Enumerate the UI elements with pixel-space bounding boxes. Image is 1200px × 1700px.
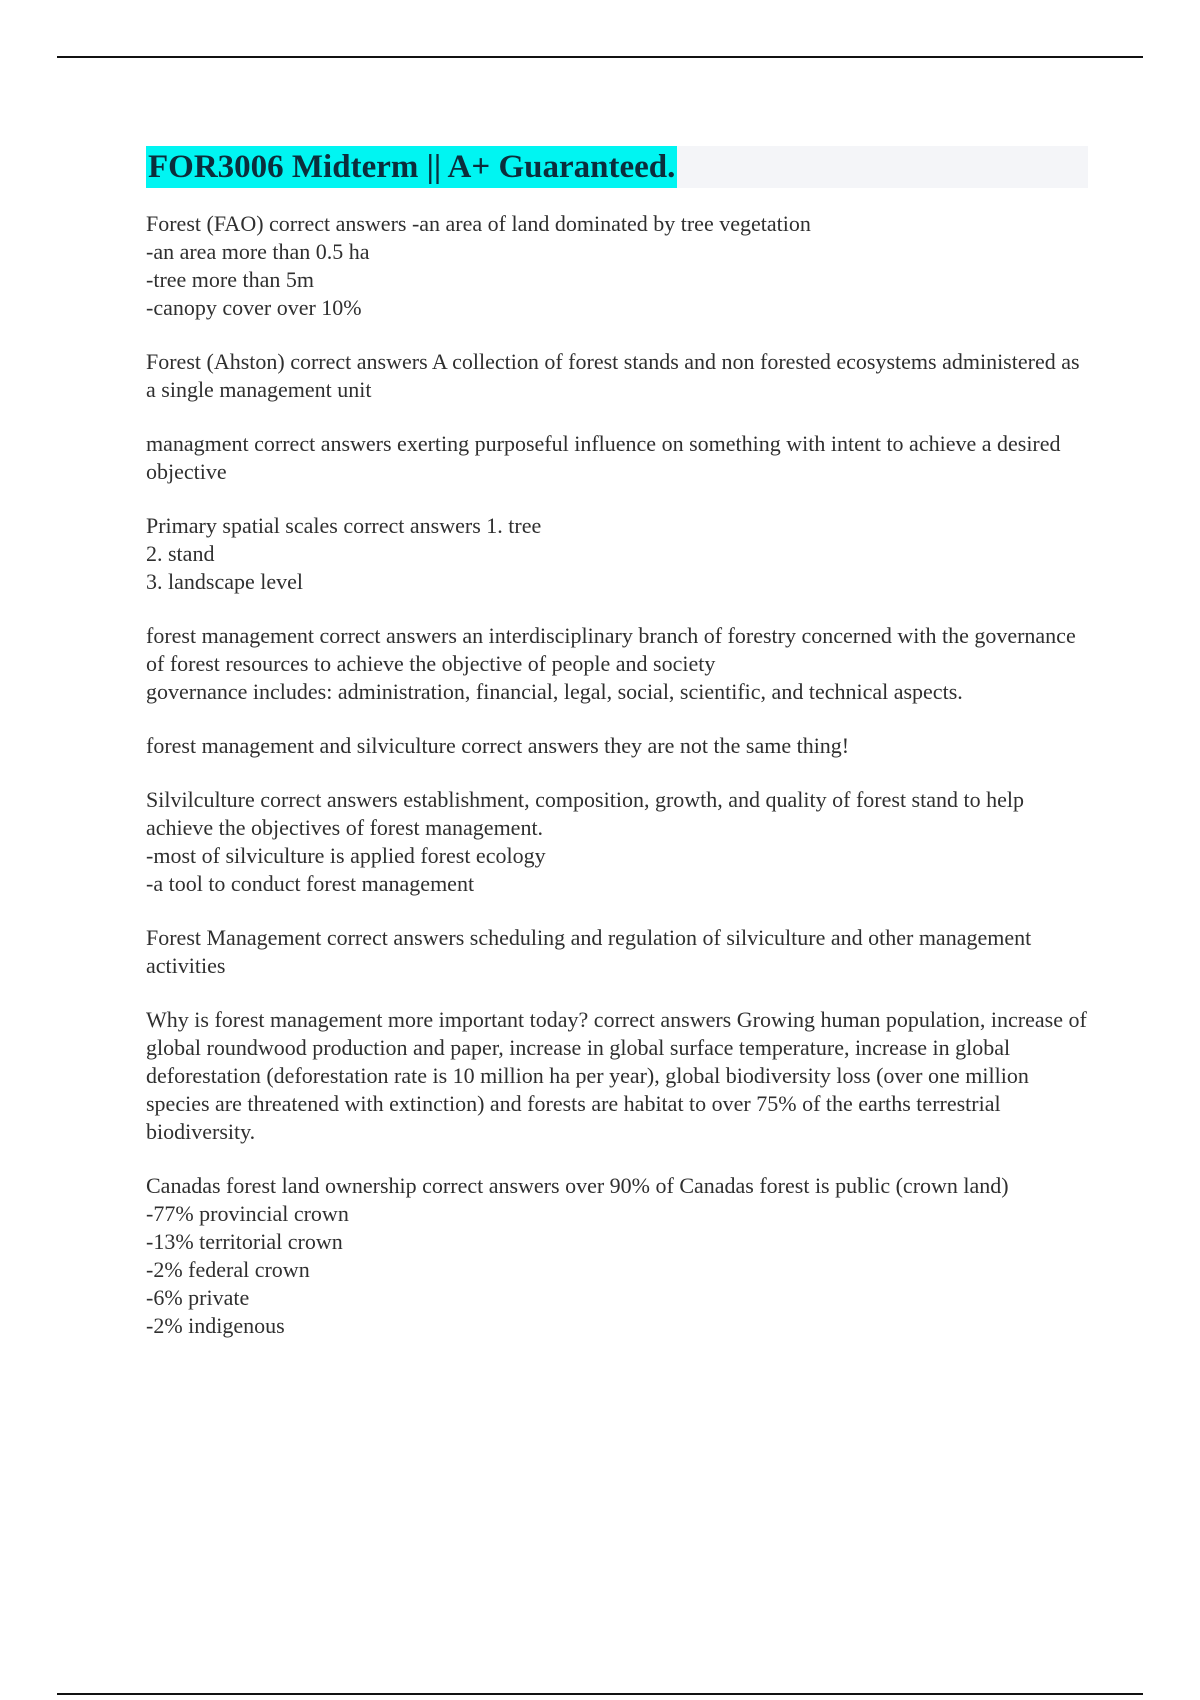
flashcard-managment: [146, 430, 1088, 486]
flashcard-forest-management: [146, 622, 1088, 706]
flashcard-primary-spatial-scales: [146, 512, 1088, 596]
flashcard-silvilculture: [146, 786, 1088, 898]
card-line: 3. landscape level: [146, 569, 303, 594]
card-line: Forest (FAO) correct answers -an area of land dominated by tree vegetation: [146, 211, 811, 236]
flashcard-forest-fao: [146, 210, 1088, 322]
card-line: -6% private: [146, 1285, 250, 1310]
card-line: forest management and silviculture correct answers they are not the same thing!: [146, 733, 850, 758]
card-line: -2% indigenous: [146, 1313, 285, 1338]
card-line: -tree more than 5m: [146, 267, 314, 292]
card-line: -77% provincial crown: [146, 1201, 349, 1226]
flashcard-forest-management-scheduling: [146, 924, 1088, 980]
flashcard-why-important-today: [146, 1006, 1088, 1146]
card-line: Canadas forest land ownership correct answers over 90% of Canadas forest is public (crown land): [146, 1173, 1009, 1198]
card-line: -canopy cover over 10%: [146, 295, 362, 320]
card-line: forest management correct answers an interdisciplinary branch of forestry concerned with the governance of forest resources to achieve the objective of people and society: [146, 623, 1076, 676]
top-rule: [57, 56, 1143, 58]
document-body: [146, 146, 1088, 1366]
card-line: governance includes: administration, financial, legal, social, scientific, and technical aspects.: [146, 679, 963, 704]
title-band: [146, 146, 1088, 188]
card-line: -2% federal crown: [146, 1257, 310, 1282]
flashcard-forest-ahston: [146, 348, 1088, 404]
card-line: -an area more than 0.5 ha: [146, 239, 370, 264]
card-line: Forest Management correct answers scheduling and regulation of silviculture and other management activities: [146, 925, 1032, 978]
card-line: -13% territorial crown: [146, 1229, 343, 1254]
card-line: Forest (Ahston) correct answers A collection of forest stands and non forested ecosystems administered as a single management unit: [146, 349, 1080, 402]
card-line: Silvilculture correct answers establishment, composition, growth, and quality of forest stand to help achieve the objectives of forest management.: [146, 787, 1024, 840]
card-line: managment correct answers exerting purposeful influence on something with intent to achieve a desired objective: [146, 431, 1061, 484]
card-line: -a tool to conduct forest management: [146, 871, 475, 896]
card-line: 2. stand: [146, 541, 215, 566]
card-line: Why is forest management more important today? correct answers Growing human population, increase of global roundwood production and paper, increase in global surface temperature, increase in global deforestation (deforestation rate is 10 million ha per year), global biodiversity loss (over one million species are threatened with extinction) and forests are habitat to over 75% of the earths terrestrial biodiversity.: [146, 1007, 1087, 1144]
bottom-rule: [57, 1693, 1143, 1695]
card-line: Primary spatial scales correct answers 1. tree: [146, 513, 542, 538]
card-line: -most of silviculture is applied forest ecology: [146, 843, 546, 868]
flashcard-canada-land-ownership: [146, 1172, 1088, 1340]
document-title: FOR3006 Midterm || A+ Guaranteed.: [146, 146, 677, 188]
flashcard-management-vs-silviculture: [146, 732, 1088, 760]
